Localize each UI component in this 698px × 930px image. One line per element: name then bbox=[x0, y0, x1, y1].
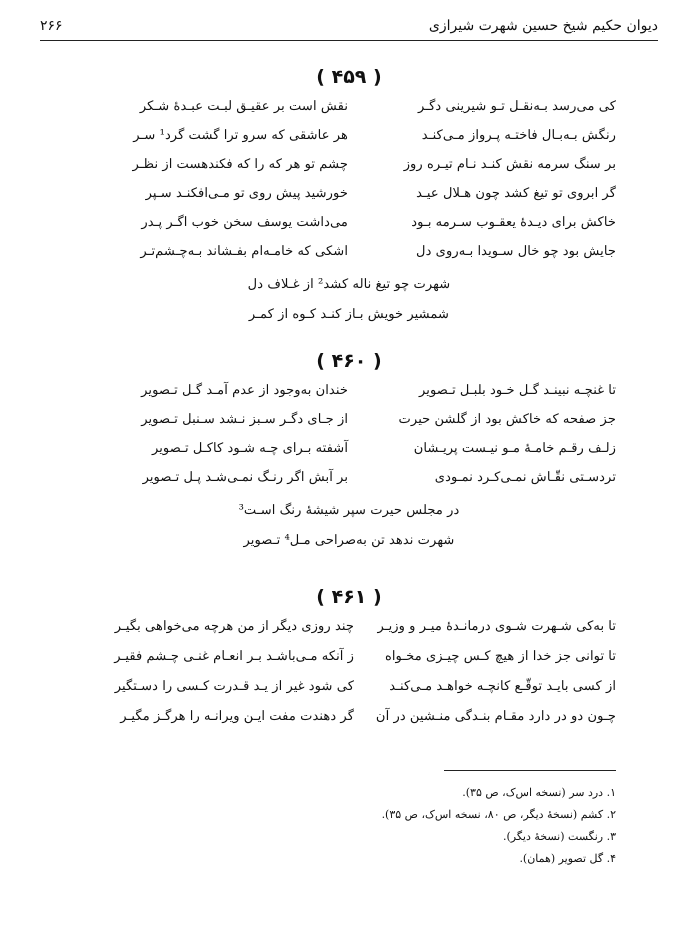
footnote: ۴. گل تصویر (همان). bbox=[519, 852, 616, 865]
verse-row bbox=[141, 212, 616, 234]
verse-row bbox=[152, 438, 616, 460]
page-number: ۲۶۶ bbox=[40, 18, 63, 34]
verse-hemistich-left: چند روزی دیگر از من هرچه می‌خواهی بگیـر bbox=[114, 619, 354, 634]
verse-hemistich-right: رنگش بـه‌بـال فاختـه پـرواز مـی‌کنـد bbox=[421, 128, 616, 143]
book-title: دیوان حکیم شیخ حسین شهرت شیرازی bbox=[428, 18, 658, 34]
verse-hemistich-left: خورشید پیش روی تو مـی‌افکنـد سـپر bbox=[145, 186, 348, 201]
verse-hemistich-left: بر آبش اگر رنـگ نمـی‌شـد پـل تـصویر bbox=[142, 470, 348, 485]
verse-hemistich-left: اشکی که خامـه‌ام بفـشاند بـه‌چـشم‌تـر bbox=[140, 244, 348, 259]
verse-row bbox=[133, 154, 617, 176]
verse-row bbox=[143, 467, 616, 489]
closing-verse-line: شهرت چو تیغ ناله کشد² از غـلاف دل bbox=[247, 277, 451, 292]
verse-hemistich-left: آشفته بـرای چـه شـود کاکـل تـصویر bbox=[151, 441, 348, 456]
verse-row bbox=[115, 616, 616, 638]
page-header bbox=[40, 14, 658, 41]
verse-hemistich-left: چشم تو هر که را که فکندهست از نظـر bbox=[132, 157, 348, 172]
poem-number: ( ۴۶۰ ) bbox=[316, 350, 382, 372]
verse-hemistich-right: تا به‌کی شـهرت شـوی درمانـدهٔ میـر و وزیـر bbox=[377, 619, 616, 634]
verse-hemistich-right: زلـف رقـم خامـهٔ مـو نیـست پریـشان bbox=[413, 441, 616, 456]
verse-row bbox=[114, 646, 616, 668]
closing-verse-line: در مجلس حیرت سپر شیشهٔ رنگ اسـت³ bbox=[238, 503, 460, 518]
verse-hemistich-right: بر سنگ سرمه نقش کنـد نـام تیـره روز bbox=[403, 157, 616, 172]
verse-row bbox=[140, 96, 616, 118]
verse-row bbox=[115, 676, 616, 698]
verse-hemistich-right: تا توانی جز خدا از هیچ کـس چیـزی مخـواه bbox=[384, 649, 616, 664]
closing-verse-line: شمشیر خویش بـاز کنـد کـوه از کمـر bbox=[248, 307, 450, 322]
footnote: ۱. درد سر (نسخه اس‌ک، ص ۳۵). bbox=[462, 786, 616, 799]
verse-hemistich-right: تردسـتی نقّـاش نمـی‌کـرد نمـودی bbox=[434, 470, 616, 485]
poem-number: ( ۴۶۱ ) bbox=[316, 586, 382, 608]
footnote-divider bbox=[444, 770, 616, 771]
verse-hemistich-right: کی می‌رسد بـه‌نقـل تـو شیرینی دگـر bbox=[417, 99, 616, 114]
verse-row bbox=[133, 125, 616, 147]
verse-hemistich-right: گر ابروی تو تیغ کشد چون هـلال عیـد bbox=[416, 186, 616, 201]
footnote: ۲. کشم (نسخهٔ دیگر، ص ۸۰، نسخه اس‌ک، ص ۳۵). bbox=[381, 808, 616, 821]
verse-hemistich-right: خاکش برای دیـدهٔ یعقـوب سـرمه بـود bbox=[411, 215, 616, 230]
verse-hemistich-left: کی شود غیر از یـد قـدرت کـسی را دسـتگیر bbox=[114, 679, 354, 694]
verse-hemistich-left: گر دهندت مفت ایـن ویرانـه را هرگـز مگیـر bbox=[120, 709, 354, 724]
verse-hemistich-left: هر عاشقی که سرو ترا گشت گرد¹ سـر bbox=[133, 128, 348, 143]
verse-row bbox=[141, 380, 616, 402]
verse-hemistich-left: ز آنکه مـی‌باشـد بـر انعـام غنـی چـشم فقیـر bbox=[114, 649, 354, 664]
footnote: ۳. رنگست (نسخهٔ دیگر). bbox=[502, 830, 616, 843]
verse-hemistich-left: می‌داشت یوسف سخن خوب اگـر پـدر bbox=[141, 215, 348, 230]
poem-number: ( ۴۵۹ ) bbox=[316, 66, 382, 88]
verse-row bbox=[146, 183, 616, 205]
verse-hemistich-left: از جـای دگـر سـبز نـشد سـنبل تـصویر bbox=[141, 412, 348, 427]
verse-hemistich-right: از کسی بایـد توقّـع کانچـه خواهـد مـی‌کنـد bbox=[389, 679, 616, 694]
verse-hemistich-left: خندان به‌وجود از عدم آمـد گـل تـصویر bbox=[141, 383, 348, 398]
closing-verse-line: شهرت ندهد تن به‌صراحی مـل⁴ تـصویر bbox=[243, 533, 455, 548]
verse-hemistich-left: نقش است بر عقیـق لبـت عبـدهٔ شـکر bbox=[139, 99, 348, 114]
verse-row bbox=[140, 241, 616, 263]
verse-row bbox=[141, 409, 616, 431]
verse-hemistich-right: تا غنچـه نبینـد گـل خـود بلبـل تـصویر bbox=[419, 383, 616, 398]
verse-row bbox=[120, 706, 616, 728]
verse-hemistich-right: چـون دو در دارد مقـام بنـدگی منـشین در آن bbox=[375, 709, 616, 724]
verse-hemistich-right: جایش بود چو خال سـویدا بـه‌روی دل bbox=[416, 244, 616, 259]
verse-hemistich-right: جز صفحه که خاکش بود از گلشن حیرت bbox=[398, 412, 616, 427]
